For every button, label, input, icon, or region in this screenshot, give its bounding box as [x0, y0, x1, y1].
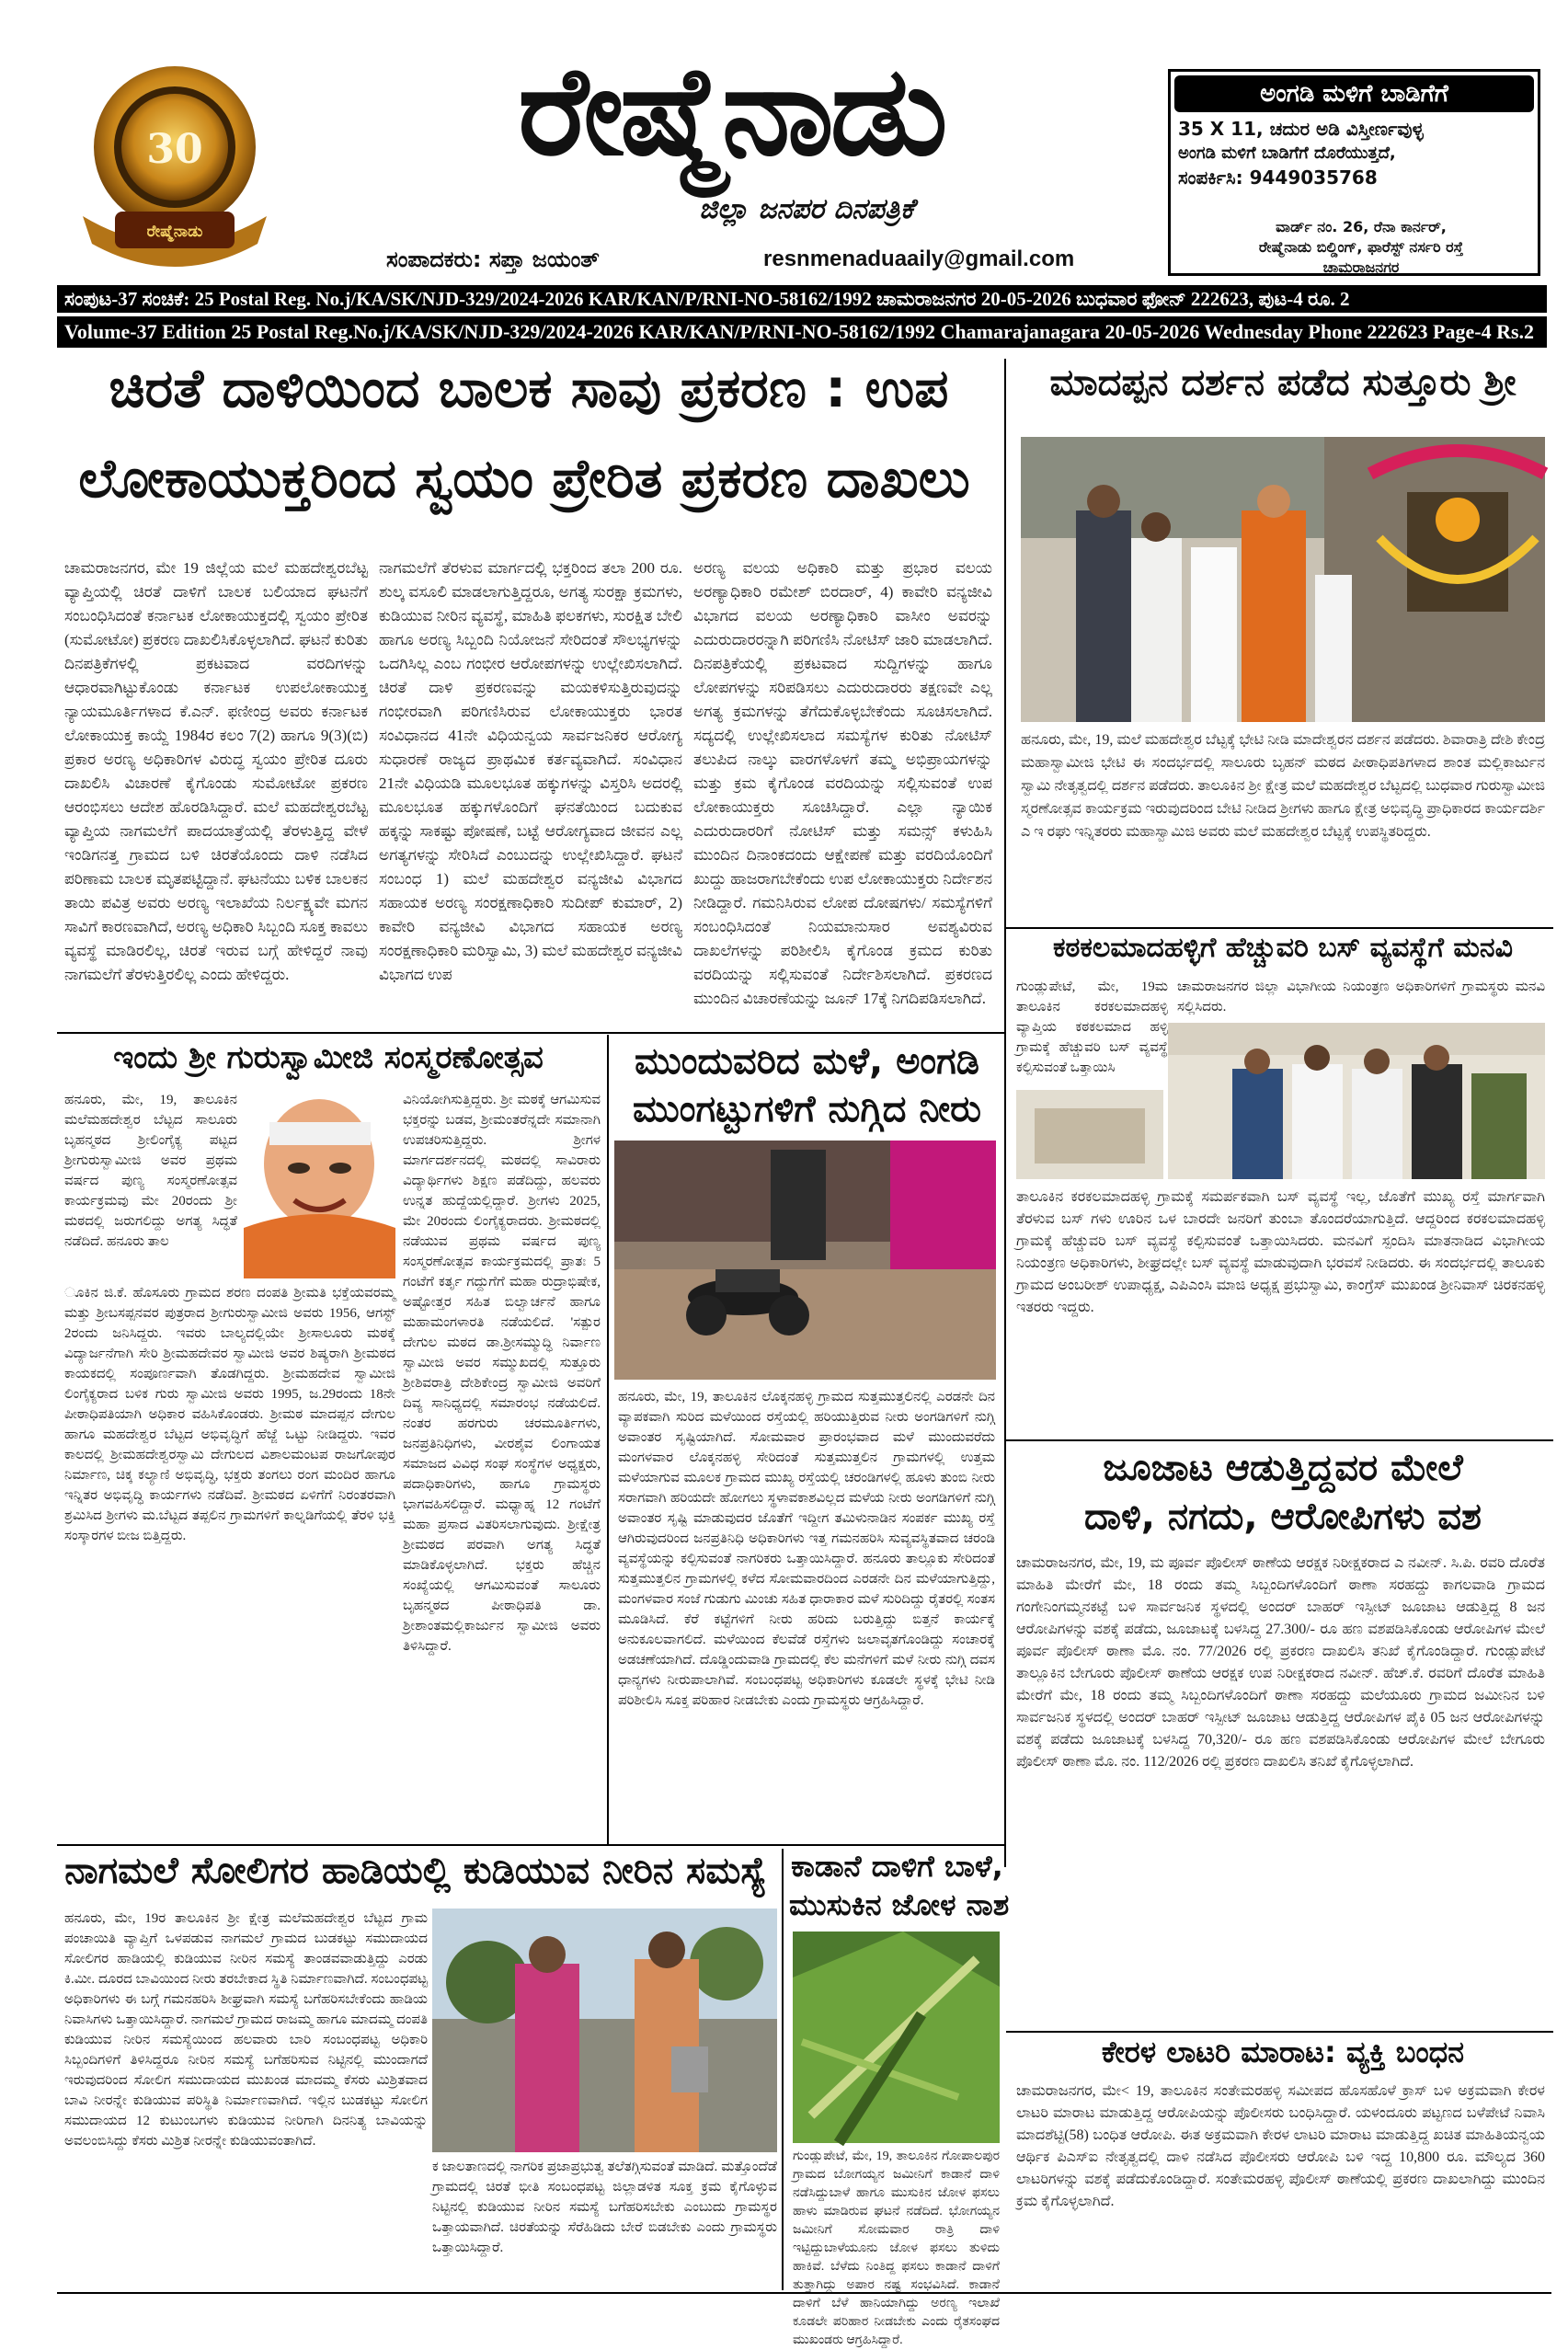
ad-title: ಅಂಗಡಿ ಮಳಿಗೆ ಬಾಡಿಗೆಗೆ	[1174, 75, 1534, 112]
divider	[1004, 359, 1006, 1867]
logo-text: ರೇಷ್ಮೆನಾಡು	[146, 223, 203, 241]
logo-years: 30	[146, 126, 203, 173]
bus-headline: ಕಠಕಲಮಾದಹಳ್ಳಿಗೆ ಹೆಚ್ಚುವರಿ ಬಸ್ ವ್ಯವಸ್ಥೆಗೆ ಮನವಿ	[1053, 932, 1513, 964]
lead-headline-line-1: ಚಿರತೆ ದಾಳಿಯಿಂದ ಬಾಲಕ ಸಾವು ಪ್ರಕರಣ : ಉಪ	[109, 357, 949, 419]
ad-line-2: ಅಂಗಡಿ ಮಳಿಗೆ ಬಾಡಿಗೆಗೆ ದೊರೆಯುತ್ತದೆ,	[1178, 143, 1396, 163]
guruswamiji-photo	[244, 1090, 395, 1278]
bottom-rule	[57, 2292, 1551, 2294]
issue-strip-english: Volume-37 Edition 25 Postal Reg.No.j/KA/SK/NJD-329/2024-2026 KAR/KAN/P/RNI-NO-58162/1992 Chamarajanagara 20-05-2026 Wednesday Phone 222623 Page-4 Rs.2	[57, 316, 1547, 348]
water-column-left: ಹನೂರು, ಮೇ, 19ರ ತಾಲೂಕಿನ ಶ್ರೀ ಕ್ಷೇತ್ರ ಮಲೆಮಹದೇಶ್ವರ ಬೆಟ್ಟದ ಗ್ರಾಮ ಪಂಚಾಯಿತಿ ವ್ಯಾಪ್ತಿಗೆ ಒಳಪಡುವ ನಾಗಮಲೆ ಗ್ರಾಮದ ಬುಡಕಟ್ಟು ಸಮುದಾಯದ ಸೋಲಿಗರ ಹಾಡಿಯಲ್ಲಿ ಕುಡಿಯುವ ನೀರಿನ ಸಮಸ್ಯೆ ತಾಂಡವವಾಡುತ್ತಿದ್ದು ಎರಡು ಕಿ.ಮೀ. ದೂರದ ಬಾವಿಯಿಂದ ನೀರು ತರಬೇಕಾದ ಸ್ಥಿತಿ ನಿರ್ಮಾಣವಾಗಿದೆ. ಸಂಬಂಧಪಟ್ಟ ಅಧಿಕಾರಿಗಳು ಈ ಬಗ್ಗೆ ಗಮನಹರಿಸಿ ಶೀಘ್ರವಾಗಿ ಸಮಸ್ಯೆ ಬಗೆಹರಿಸಬೇಕೆಂದು ಹಾಡಿಯ ನಿವಾಸಿಗಳು ಒತ್ತಾಯಿಸಿದ್ದಾರೆ. ನಾಗಮಲೆ ಗ್ರಾಮದ ರಾಜಮ್ಮ ಹಾಗೂ ಮಾದಮ್ಮ ದಂಪತಿ ಕುಡಿಯುವ ನೀರಿನ ಸಮಸ್ಯೆಯಿಂದ ಹಲವಾರು ಬಾರಿ ಸಂಬಂಧಪಟ್ಟ ಅಧಿಕಾರಿ ಸಿಬ್ಬಂದಿಗಳಿಗೆ ತಿಳಿಸಿದ್ದರೂ ನೀರಿನ ಸಮಸ್ಯೆ ಬಗೆಹರಿಸುವ ನಿಟ್ಟಿನಲ್ಲಿ ಮುಂದಾಗದೆ ಇರುವುದರಿಂದ ಸೋಲಿಗ ಸಮುದಾಯದ ಮುಖಂಡ ಮಾದಮ್ಮ ಕೆಸರು ಮಿಶ್ರಿತವಾದ ಬಾವಿ ನೀರನ್ನೇ ಕುಡಿಯುವ ಪರಿಸ್ಥಿತಿ ನಿರ್ಮಾಣವಾಗಿದೆ. ಇಲ್ಲಿನ ಬುಡಕಟ್ಟು ಸೋಲಿಗ ಸಮುದಾಯದ 12 ಕುಟುಂಬಗಳು ಕುಡಿಯುವ ನೀರಿಗಾಗಿ ದಿನನಿತ್ಯ ಬಾವಿಯನ್ನು ಅವಲಂಬಿಸಿದ್ದು ಕೆಸರು ಮಿಶ್ರಿತ ನೀರನ್ನೇ ಕುಡಿಯುವಂತಾಗಿದೆ.	[64, 1911, 428, 2149]
guruswamiji-continued-text: ೂಕಿನ ಜಿ.ಕೆ. ಹೊಸೂರು ಗ್ರಾಮದ ಶರಣ ದಂಪತಿ ಶ್ರೀಮತಿ ಭಕ್ತೆಯವರಮ್ಮ ಮತ್ತು ಶ್ರೀಬಸಪ್ಪನವರ ಪುತ್ರರಾದ ಶ್ರೀಗುರುಸ್ವಾಮೀಜಿ ಅವರು 1956, ಆಗಸ್ಟ್ 2ರಂದು ಜನಿಸಿದ್ದರು. ಇವರು ಬಾಲ್ಯದಲ್ಲಿಯೇ ಶ್ರೀಸಾಲೂರು ಮಠಕ್ಕೆ ವಿದ್ಯಾರ್ಜನೆಗಾಗಿ ಸೇರಿ ಶ್ರೀಮಹದೇವರ ಸ್ವಾಮೀಜಿ ಅವರ ಶಿಷ್ಯರಾಗಿ ಶ್ರೀಮಠದ ಕಾಯಕದಲ್ಲಿ ಸಂಪೂರ್ಣವಾಗಿ ತೊಡಗಿದ್ದರು. ಶ್ರೀಮಹದೇವ ಸ್ವಾಮೀಜಿ ಲಿಂಗೈಕ್ಯರಾದ ಬಳಿಕ ಗುರು ಸ್ವಾಮೀಜಿ ಅವರು 1995, ಜ.29ರಂದು 18ನೇ ಪೀಠಾಧಿಪತಿಯಾಗಿ ಅಧಿಕಾರ ವಹಿಸಿಕೊಂಡರು. ಶ್ರೀಮಠ ಮಾದಪ್ಪನ ದೇಗುಲ ಹಾಗೂ ಮಹದೇಶ್ವರ ಬೆಟ್ಟದ ಅಭಿವೃದ್ಧಿಗೆ ಹೆಜ್ಜೆ ಒಟ್ಟು ನೀಡಿದ್ದರು. ಇವರ ಕಾಲದಲ್ಲಿ ಶ್ರೀಮಹದೇಶ್ವರಸ್ವಾಮಿ ದೇಗುಲದ ವಿಶಾಲಮಂಟಪ ರಾಜಗೋಪುರ ನಿರ್ಮಾಣ, ಚಿಕ್ಕ ಕಲ್ಯಾಣಿ ಅಭಿವೃದ್ಧಿ, ಭಕ್ತರು ತಂಗಲು ರಂಗ ಮಂದಿರ ಹಾಗೂ ಇನ್ನಿತರ ಅಭಿವೃದ್ಧಿ ಕಾರ್ಯಗಳು ನಡೆದಿವೆ. ಶ್ರೀಮಠದ ಏಳಿಗೆಗೆ ನಿರಂತರವಾಗಿ ಶ್ರಮಿಸಿದ ಶ್ರೀಗಳು ಮ.ಬೆಟ್ಟದ ತಪ್ಪಲಿನ ಗ್ರಾಮಗಳಿಗೆ ಕಾಲ್ನಡಿಗೆಯಲ್ಲಿ ತೆರಳಿ ಭಕ್ತಿ ಸಂಸ್ಕಾರಗಳ ಬೀಜ ಬಿತ್ತಿದ್ದರು.	[64, 1286, 395, 1543]
anniversary-logo	[64, 60, 285, 281]
ad-address	[1186, 217, 1536, 278]
guruswamiji-column-left: ಹನೂರು, ಮೇ, 19, ತಾಲೂಕಿನ ಮಲೆಮಹದೇಶ್ವರ ಬೆಟ್ಟದ ಸಾಲೂರು ಬೃಹನ್ಮಠದ ಶ್ರೀಲಿಂಗೈಕ್ಯ ಪಟ್ಟದ ಶ್ರೀಗುರುಸ್ವಾಮೀಜಿ ಅವರ ಪ್ರಥಮ ವರ್ಷದ ಪುಣ್ಯ ಸಂಸ್ಮರಣೋತ್ಸವ ಕಾರ್ಯಕ್ರಮವು ಮೇ 20ರಂದು ಶ್ರೀ ಮಠದಲ್ಲಿ ಜರುಗಲಿದ್ದು ಅಗತ್ಯ ಸಿದ್ಧತೆ ನಡೆದಿದೆ. ಹನೂರು ತಾಲ	[64, 1093, 237, 1249]
bus-body-right: ಚಾಮರಾಜನಗರ ಜಿಲ್ಲಾ ವಿಭಾಗೀಯ ನಿಯಂತ್ರಣ ಅಧಿಕಾರಿಗಳಿಗೆ ಗ್ರಾಮಸ್ಥರು ಮನವಿ ಸಲ್ಲಿಸಿದರು.	[1177, 980, 1545, 1015]
ad-address-2: ರೇಷ್ಮೆನಾಡು ಬಿಲ್ಡಿಂಗ್, ಫಾರೆಸ್ಟ್ ನರ್ಸರಿ ರಸ್ತೆ	[1258, 238, 1464, 256]
masthead-title: ರೇಷ್ಮೆನಾಡು	[518, 38, 944, 183]
divider	[1006, 927, 1553, 929]
guruswamiji-column-left-cont	[64, 1283, 395, 1835]
divider	[57, 1032, 1004, 1034]
lead-headline-line-2: ಲೋಕಾಯುಕ್ತರಿಂದ ಸ್ವಯಂ ಪ್ರೇರಿತ ಪ್ರಕರಣ ದಾಖಲು	[78, 447, 970, 510]
ad-address-1: ವಾರ್ಡ್ ನಂ. 26, ರೆನಾ ಕಾರ್ನರ್,	[1276, 218, 1447, 235]
elephant-headline-line-2: ಮುಸುಕಿನ ಜೋಳ ನಾಶ	[789, 1887, 1010, 1922]
ad-line-3: ಸಂಪರ್ಕಿಸಿ: 9449035768	[1178, 166, 1378, 189]
lottery-headline: ಕೇರಳ ಲಾಟರಿ ಮಾರಾಟ: ವ್ಯಕ್ತಿ ಬಂಧನ	[1101, 2035, 1465, 2069]
rain-body: ಹನೂರು, ಮೇ, 19, ತಾಲೂಕಿನ ಲೊಕ್ಕನಹಳ್ಳಿ ಗ್ರಾಮದ ಸುತ್ತಮುತ್ತಲಿನಲ್ಲಿ ಎರಡನೇ ದಿನ ವ್ಯಾಪಕವಾಗಿ ಸುರಿದ ಮಳೆಯಿಂದ ರಸ್ತೆಯಲ್ಲಿ ಹರಿಯುತ್ತಿರುವ ನೀರು ಅಂಗಡಿಗಳಿಗೆ ನುಗ್ಗಿ ಅವಾಂತರ ಸೃಷ್ಟಿಯಾಗಿದೆ. ಸೋಮವಾರ ಪ್ರಾರಂಭವಾದ ಮಳೆ ಮುಂದುವರೆದು ಮಂಗಳವಾರ ಲೊಕ್ಕನಹಳ್ಳಿ ಸೇರಿದಂತೆ ಸುತ್ತಮುತ್ತಲಿನ ಗ್ರಾಮಗಳಲ್ಲಿ ಉತ್ತಮ ಮಳೆಯಾಗುವ ಮೂಲಕ ಗ್ರಾಮದ ಮುಖ್ಯ ರಸ್ತೆಯಲ್ಲಿ ಚರಂಡಿಗಳಲ್ಲಿ ಹೂಳು ತುಂಬಿ ನೀರು ಸರಾಗವಾಗಿ ಹರಿಯದೇ ಹೋಗಲು ಸ್ಥಳಾವಕಾಶವಿಲ್ಲದ ಮಳೆಯ ನೀರು ಅಂಗಡಿಗಳಿಗೆ ನುಗ್ಗಿ ಅವಾಂತರ ಸೃಷ್ಟಿ ಮಾಡುವುದರ ಜೊತೆಗೆ ಇದ್ದೀಗ ತಮಿಳುನಾಡಿನ ಸಂಪರ್ಕ ಮುಖ್ಯ ರಸ್ತೆ ಆಗಿರುವುದರಿಂದ ಜನಪ್ರತಿನಿಧಿ ಅಧಿಕಾರಿಗಳು ಇತ್ತ ಗಮನಹರಿಸಿ ಸುವ್ಯವಸ್ಥಿತವಾದ ಚರಂಡಿ ವ್ಯವಸ್ಥೆಯನ್ನು ಕಲ್ಪಿಸುವಂತೆ ನಾಗರಿಕರು ಒತ್ತಾಯಿಸಿದ್ದಾರೆ. ಹನೂರು ತಾಲ್ಲೂಕು ಸೇರಿದಂತೆ ಸುತ್ತಮುತ್ತಲಿನ ಗ್ರಾಮಗಳಲ್ಲಿ ಕಳೆದ ಸೋಮವಾರದಿಂದ ಎರಡನೇ ದಿನ ಮಳೆಯಾಗುತ್ತಿದ್ದು, ಮಂಗಳವಾರ ಸಂಜೆ ಗುಡುಗು ಮಿಂಚು ಸಹಿತ ಧಾರಾಕಾರ ಮಳೆ ಸುರಿದಿದ್ದು ರೈತರಲ್ಲಿ ಸಂತಸ ಮೂಡಿಸಿದೆ. ಕೆರೆ ಕಟ್ಟೆಗಳಿಗೆ ನೀರು ಹರಿದು ಬರುತ್ತಿದ್ದು ಬಿತ್ತನೆ ಕಾರ್ಯಕ್ಕೆ ಅನುಕೂಲವಾಗಲಿದೆ. ಮಳೆಯಿಂದ ಕೆಲವೆಡೆ ರಸ್ತೆಗಳು ಜಲಾವೃತಗೊಂಡಿದ್ದು ಸಂಚಾರಕ್ಕೆ ಅಡಚಣೆಯಾಗಿದೆ. ದೊಡ್ಡಿಂದುವಾಡಿ ಗ್ರಾಮದಲ್ಲಿ ಕೆಲ ಮನೆಗಳಿಗೆ ಮಳೆ ನೀರು ನುಗ್ಗಿ ದವಸ ಧಾನ್ಯಗಳು ನೀರುಪಾಲಾಗಿವೆ. ಸಂಬಂಧಪಟ್ಟ ಅಧಿಕಾರಿಗಳು ಕೂಡಲೇ ಸ್ಥಳಕ್ಕೆ ಭೇಟಿ ನೀಡಿ ಪರಿಶೀಲಿಸಿ ಸೂಕ್ತ ಪರಿಹಾರ ನೀಡಬೇಕು ಎಂದು ಗ್ರಾಮಸ್ಥರು ಆಗ್ರಹಿಸಿದ್ದಾರೆ.	[618, 1390, 995, 1708]
sutturu-photo	[1021, 437, 1545, 722]
divider	[57, 1844, 1004, 1846]
lottery-body: ಚಾಮರಾಜನಗರ, ಮೇ< 19, ತಾಲೂಕಿನ ಸಂತೇಮರಹಳ್ಳಿ ಸಮೀಪದ ಹೊಸಹೊಳೆ ಕ್ರಾಸ್ ಬಳಿ ಅಕ್ರಮವಾಗಿ ಕೇರಳ ಲಾಟರಿ ಮಾರಾಟ ಮಾಡುತ್ತಿದ್ದ ಆರೋಪಿಯನ್ನು ಪೊಲೀಸರು ಬಂಧಿಸಿದ್ದಾರೆ. ಯಳಂದೂರು ಪಟ್ಟಣದ ಬಳೆಪೇಟೆ ನಿವಾಸಿ ಮಾದಶೆಟ್ಟಿ(58) ಬಂಧಿತ ಆರೋಪಿ. ಈತ ಅಕ್ರಮವಾಗಿ ಕೇರಳ ಲಾಟರಿ ಮಾರಾಟ ಮಾಡುತ್ತಿದ್ದ ಖಚಿತ ಮಾಹಿತಿಯನ್ವಯ ಆರ್ಥಿಕ ಪಿಎಸ್‌ಐ ನೇತೃತ್ವದಲ್ಲಿ ದಾಳಿ ನಡೆಸಿದ ಪೊಲೀಸರು ಆರೋಪಿ ಬಳಿ ಇದ್ದ 10,800 ರೂ. ಮೌಲ್ಯದ 360 ಲಾಟರಿಗಳನ್ನು ವಶಕ್ಕೆ ಪಡೆದುಕೊಂಡಿದ್ದಾರೆ. ಸಂತೇಮರಹಳ್ಳಿ ಪೊಲೀಸ್ ಠಾಣೆಯಲ್ಲಿ ಪ್ರಕರಣ ದಾಖಲಾಗಿದ್ದು ಮುಂದಿನ ಕ್ರಮ ಕೈಗೊಳ್ಳಲಾಗಿದೆ.	[1016, 2083, 1545, 2209]
divider	[782, 1849, 784, 2290]
lead-column-2: ನಾಗಮಲೆಗೆ ತೆರಳುವ ಮಾರ್ಗದಲ್ಲಿ ಭಕ್ತರಿಂದ ತಲಾ 200 ರೂ. ಶುಲ್ಕ ವಸೂಲಿ ಮಾಡಲಾಗುತ್ತಿದ್ದರೂ, ಅಗತ್ಯ ಸುರಕ್ಷಾ ಕ್ರಮಗಳು, ಕುಡಿಯುವ ನೀರಿನ ವ್ಯವಸ್ಥೆ, ಮಾಹಿತಿ ಫಲಕಗಳು, ಸುರಕ್ಷಿತ ಬೇಲಿ ಹಾಗೂ ಅರಣ್ಯ ಸಿಬ್ಬಂದಿ ನಿಯೋಜನೆ ಸೇರಿದಂತೆ ಸೌಲಭ್ಯಗಳನ್ನು ಒದಗಿಸಿಲ್ಲ ಎಂಬ ಗಂಭೀರ ಆರೋಪಗಳನ್ನು ಉಲ್ಲೇಖಿಸಲಾಗಿದೆ. ಚಿರತೆ ದಾಳಿ ಪ್ರಕರಣವನ್ನು ಮಯಕಳಿಸುತ್ತಿರುವುದನ್ನು ಗಂಭೀರವಾಗಿ ಪರಿಗಣಿಸಿರುವ ಲೋಕಾಯುಕ್ತರು ಭಾರತ ಸಂವಿಧಾನದ 41ನೇ ವಿಧಿಯನ್ವಯ ಸಾರ್ವಜನಿಕರ ಆರೋಗ್ಯ ಸುಧಾರಣೆ ರಾಜ್ಯದ ಪ್ರಾಥಮಿಕ ಕರ್ತವ್ಯವಾಗಿದೆ. ಸಂವಿಧಾನ 21ನೇ ವಿಧಿಯಡಿ ಮೂಲಭೂತ ಹಕ್ಕುಗಳನ್ನು ವಿಸ್ತರಿಸಿ ಅದರಲ್ಲಿ ಮೂಲಭೂತ ಹಕ್ಕುಗಳೊಂದಿಗೆ ಘನತೆಯಿಂದ ಬದುಕುವ ಹಕ್ಕನ್ನು ಸಾಕಷ್ಟು ಪೋಷಣೆ, ಬಟ್ಟೆ ಆರೋಗ್ಯವಾದ ಜೀವನ ಎಲ್ಲ ಅಗತ್ಯಗಳನ್ನು ಸೇರಿಸಿದೆ ಎಂಬುದನ್ನು ಉಲ್ಲೇಖಿಸಿದ್ದಾರೆ. ಘಟನೆ ಸಂಬಂಧ 1) ಮಲೆ ಮಹದೇಶ್ವರ ವನ್ಯಜೀವಿ ವಿಭಾಗದ ಸಹಾಯಕ ಅರಣ್ಯ ಸಂರಕ್ಷಣಾಧಿಕಾರಿ ಸುದೀಪ್ ಕುಮಾರ್, 2) ಕಾವೇರಿ ವನ್ಯಜೀವಿ ವಿಭಾಗದ ಸಹಾಯಕ ಅರಣ್ಯ ಸಂರಕ್ಷಣಾಧಿಕಾರಿ ಮರಿಸ್ವಾಮಿ, 3) ಮಲೆ ಮಹದೇಶ್ವರ ವನ್ಯಜೀವಿ ವಿಭಾಗದ ಉಪ	[379, 559, 682, 983]
sutturu-body: ಹನೂರು, ಮೇ, 19, ಮಲೆ ಮಹದೇಶ್ವರ ಬೆಟ್ಟಕ್ಕೆ ಭೇಟಿ ನೀಡಿ ಮಾದೇಶ್ವರನ ದರ್ಶನ ಪಡೆದರು. ಶಿವಾರಾತ್ರಿ ದೇಶಿ ಕೇಂದ್ರ ಮಹಾಸ್ವಾಮೀಜಿ ಭೇಟಿ ಈ ಸಂದರ್ಭದಲ್ಲಿ ಸಾಲೂರು ಬೃಹನ್ ಮಠದ ಪೀಠಾಧಿಪತಿಗಳಾದ ಶಾಂತ ಮಲ್ಲಿಕಾರ್ಜುನ ಸ್ವಾಮಿ ನೇತೃತ್ವದಲ್ಲಿ ದರ್ಶನ ಪಡೆದರು. ತಾಲೂಕಿನ ಶ್ರೀ ಕ್ಷೇತ್ರ ಮಲೆ ಮಹದೇಶ್ವರ ಬೆಟ್ಟದಲ್ಲಿ ಬುಧವಾರ ಗುರುಸ್ವಾಮೀಜಿ ಸ್ಮರಣೋತ್ಸವ ಕಾರ್ಯಕ್ರಮ ಇರುವುದರಿಂದ ಬೇಟಿ ನೀಡಿದ ಶ್ರೀಗಳು ಹಾಗೂ ಕ್ಷೇತ್ರ ಅಭಿವೃದ್ಧಿ ಪ್ರಾಧಿಕಾರದ ಕಾರ್ಯದರ್ಶಿ ಎ ಇ ರಘು ಇನ್ನಿತರರು ಮಹಾಸ್ವಾಮಿಜಿ ಅವರು ಮಲೆ ಮಹದೇಶ್ವರ ಬೆಟ್ಟಕ್ಕೆ ಉಪಸ್ಥಿತರಿದ್ದರು.	[1021, 732, 1545, 840]
editor-line: ಸಂಪಾದಕರು: ಸಪ್ತಾ ಜಯಂತ್	[386, 246, 600, 272]
divider	[607, 1035, 609, 1844]
water-column-right: ಕ ಜಾಲತಾಣದಲ್ಲಿ ನಾಗರಿಕ ಪ್ರಜಾಪ್ರಭುತ್ವ ತಲೆತಗ್ಗಿಸುವಂತೆ ಮಾಡಿದೆ. ಮತ್ತೊಂದೆಡೆ ಗ್ರಾಮದಲ್ಲಿ ಚಿರತೆ ಭೀತಿ ಸಂಬಂಧಪಟ್ಟ ಜಿಲ್ಲಾಡಳಿತ ಸೂಕ್ತ ಕ್ರಮ ಕೈಗೊಳ್ಳುವ ನಿಟ್ಟಿನಲ್ಲಿ ಕುಡಿಯುವ ನೀರಿನ ಸಮಸ್ಯೆ ಬಗೆಹರಿಸಬೇಕು ಎಂಬುದು ಗ್ರಾಮಸ್ಥರ ಒತ್ತಾಯವಾಗಿದೆ. ಚಿರತೆಯನ್ನು ಸೆರೆಹಿಡಿದು ಬೇರೆ ಬಿಡಬೇಕು ಎಂದು ಗ್ರಾಮಸ್ಥರು ಒತ್ತಾಯಿಸಿದ್ದಾರೆ.	[432, 2160, 777, 2255]
lead-column-3: ಅರಣ್ಯ ವಲಯ ಅಧಿಕಾರಿ ಮತ್ತು ಪ್ರಭಾರ ವಲಯ ಅರಣ್ಯಾಧಿಕಾರಿ ರಮೇಶ್ ಬಿರದಾರ್, 4) ಕಾವೇರಿ ವನ್ಯಜೀವಿ ವಿಭಾಗದ ವಲಯ ಅರಣ್ಯಾಧಿಕಾರಿ ವಾಸೀಂ ಅವರನ್ನು ಎದುರುದಾರರನ್ನಾಗಿ ಪರಿಗಣಿಸಿ ನೋಟಿಸ್ ಜಾರಿ ಮಾಡಲಾಗಿದೆ. ದಿನಪತ್ರಿಕೆಯಲ್ಲಿ ಪ್ರಕಟವಾದ ಸುದ್ದಿಗಳನ್ನು ಹಾಗೂ ಲೋಪಗಳನ್ನು ಸರಿಪಡಿಸಲು ಎದುರುದಾರರು ತಕ್ಷಣವೇ ಎಲ್ಲ ಅಗತ್ಯ ಕ್ರಮಗಳನ್ನು ತೆಗೆದುಕೊಳ್ಳಬೇಕೆಂದು ಸೂಚಿಸಲಾಗಿದೆ. ಸದ್ಯದಲ್ಲಿ ಉಲ್ಲೇಖಿಸಲಾದ ಸಮಸ್ಯೆಗಳ ಕುರಿತು ನೋಟಿಸ್ ತಲುಪಿದ ನಾಲ್ಕು ವಾರಗಳೊಳಗೆ ತಮ್ಮ ಅಭಿಪ್ರಾಯಗಳನ್ನು ಮತ್ತು ಕ್ರಮ ಕೈಗೊಂಡ ವರದಿಯನ್ನು ಸಲ್ಲಿಸುವಂತೆ ಉಪ ಲೋಕಾಯುಕ್ತರು ಸೂಚಿಸಿದ್ದಾರೆ. ಎಲ್ಲಾ ನ್ಯಾಯಿಕ ಎದುರುದಾರರಿಗೆ ನೋಟಿಸ್ ಮತ್ತು ಸಮನ್ಸ್ ಕಳುಹಿಸಿ ಮುಂದಿನ ದಿನಾಂಕದಂದು ಆಕ್ಷೇಪಣೆ ಮತ್ತು ವರದಿಯೊಂದಿಗೆ ಖುದ್ದು ಹಾಜರಾಗಬೇಕೆಂದು ಉಪ ಲೋಕಾಯುಕ್ತರು ನಿರ್ದೇಶನ ನೀಡಿದ್ದಾರೆ. ಗಮನಿಸಿರುವ ಲೋಪ ದೋಷಗಳು/ ಸಮಸ್ಯೆಗಳಿಗೆ ಸಂಬಂಧಿಸಿದಂತೆ ನಿಯಮಾನುಸಾರ ಅವಶ್ಯವಿರುವ ದಾಖಲೆಗಳನ್ನು ಪರಿಶೀಲಿಸಿ ಕೈಗೊಂಡ ಕ್ರಮದ ಕುರಿತು ವರದಿಯನ್ನು ಸಲ್ಲಿಸುವಂತೆ ನಿರ್ದೇಶಿಸಲಾಗಿದೆ. ಪ್ರಕರಣದ ಮುಂದಿನ ವಿಚಾರಣೆಯನ್ನು ಜೂನ್ 17ಕ್ಕೆ ನಿಗದಿಪಡಿಸಲಾಗಿದೆ.	[693, 559, 992, 1007]
guruswamiji-headline: ಇಂದು ಶ್ರೀ ಗುರುಸ್ವಾಮೀಜಿ ಸಂಸ್ಮರಣೋತ್ಸವ	[113, 1039, 544, 1076]
gambling-body: ಚಾಮರಾಜನಗರ, ಮೇ, 19, ಮ ಪೂರ್ವ ಪೊಲೀಸ್ ಠಾಣೆಯ ಆರಕ್ಷಕ ನಿರೀಕ್ಷಕರಾದ ಎ ನವೀನ್. ಸಿ.ಪಿ. ರವರಿ ದೊರೆತ ಮಾಹಿತಿ ಮೇರೆಗೆ ಮೇ, 18 ರಂದು ತಮ್ಮ ಸಿಬ್ಬಂದಿಗಳೊಂದಿಗೆ ಠಾಣಾ ಸರಹದ್ದು ಕಾಗಲವಾಡಿ ಗ್ರಾಮದ ಗಂಗೇನಿಂಗಮ್ಮನಕಟ್ಟೆ ಬಳಿ ಸಾರ್ವಜನಿಕ ಸ್ಥಳದಲ್ಲಿ ಅಂದರ್ ಬಾಹರ್ ಇಸ್ಪೀಟ್ ಜೂಜಾಟ ಆಡುತ್ತಿದ್ದ 8 ಜನ ಆರೋಪಿಗಳನ್ನು ವಶಕ್ಕೆ ಪಡೆದು, ಜೂಜಾಟಕ್ಕೆ ಬಳಸಿದ್ದ 27.300/- ರೂ ಹಣ ವಶಪಡಿಸಿಕೊಂಡು ಆರೋಪಿಗಳ ಮೇಲೆ ಪೂರ್ವ ಪೊಲೀಸ್ ಠಾಣಾ ಮೊ. ನಂ. 77/2026 ರಲ್ಲಿ ಪ್ರಕರಣ ದಾಖಲಿಸಿ ತನಿಖೆ ಕೈಗೊಂಡಿದ್ದಾರೆ. ಗುಂಡ್ಲುಪೇಟೆ ತಾಲ್ಲೂಕಿನ ಬೇಗೂರು ಪೊಲೀಸ್ ಠಾಣೆಯ ಆರಕ್ಷಕ ಉಪ ನಿರೀಕ್ಷಕರಾದ ನವೀನ್. ಹೆಚ್.ಕೆ. ರವರಿಗೆ ದೊರೆತ ಮಾಹಿತಿ ಮೇರೆಗೆ ಮೇ, 18 ರಂದು ತಮ್ಮ ಸಿಬ್ಬಂದಿಗಳೊಂದಿಗೆ ಠಾಣಾ ಸರಹದ್ದು ಮಲೆಯೂರು ಗ್ರಾಮದ ಜಮೀನಿನ ಬಳಿ ಸಾರ್ವಜನಿಕ ಸ್ಥಳದಲ್ಲಿ ಅಂದರ್ ಬಾಹರ್ ಇಸ್ಪೀಟ್ ಜೂಜಾಟ ಆಡುತ್ತಿದ್ದ ಆರೋಪಿಗಳ ಪೈಕಿ 05 ಜನ ಆರೋಪಿಗಳನ್ನು ವಶಕ್ಕೆ ಪಡೆದು ಜೂಜಾಟಕ್ಕೆ ಬಳಸಿದ್ದ 70,320/- ರೂ ಹಣ ವಶಪಡಿಸಿಕೊಂಡು ಆರೋಪಿಗಳ ಮೇಲೆ ಬೇಗೂರು ಪೊಲೀಸ್ ಠಾಣಾ ಮೊ. ನಂ. 112/2026 ರಲ್ಲಿ ಪ್ರಕರಣ ದಾಖಲಿಸಿ ತನಿಖೆ ಕೈಗೊಳ್ಳಲಾಗಿದೆ.	[1016, 1555, 1545, 1770]
ad-line-1: 35 X 11, ಚದುರ ಅಡಿ ವಿಸ್ತೀರ್ಣವುಳ್ಳ	[1178, 118, 1424, 140]
water-headline: ನಾಗಮಲೆ ಸೋಲಿಗರ ಹಾಡಿಯಲ್ಲಿ ಕುಡಿಯುವ ನೀರಿನ ಸಮಸ್ಯೆ	[64, 1850, 767, 1892]
guruswamiji-column-right: ವಿನಿಯೋಗಿಸುತ್ತಿದ್ದರು. ಶ್ರೀ ಮಠಕ್ಕೆ ಆಗಮಿಸುವ ಭಕ್ತರನ್ನು ಬಡವ, ಶ್ರೀಮಂತರೆನ್ನದೇ ಸಮಾನಾಗಿ ಉಪಚರಿಸುತ್ತಿದ್ದರು. ಶ್ರೀಗಳ ಮಾರ್ಗದರ್ಶನದಲ್ಲಿ ಮಠದಲ್ಲಿ ಸಾವಿರಾರು ವಿದ್ಯಾರ್ಥಿಗಳು ಶಿಕ್ಷಣ ಪಡೆದಿದ್ದು, ಹಲವರು ಉನ್ನತ ಹುದ್ದೆಯಲ್ಲಿದ್ದಾರೆ. ಶ್ರೀಗಳು 2025, ಮೇ 20ರಂದು ಲಿಂಗೈಕ್ಯರಾದರು. ಶ್ರೀಮಠದಲ್ಲಿ ನಡೆಯುವ ಪ್ರಥಮ ವರ್ಷದ ಪುಣ್ಯ ಸಂಸ್ಮರಣೋತ್ಸವ ಕಾರ್ಯಕ್ರಮದಲ್ಲಿ ಪ್ರಾತಃ 5 ಗಂಟೆಗೆ ಕರ್ತೃ ಗದ್ದುಗೆಗೆ ಮಹಾ ರುದ್ರಾಭಿಷೇಕ, ಅಷ್ಟೋತ್ತರ ಸಹಿತ ಬಿಲ್ವಾರ್ಚನೆ ಹಾಗೂ ಮಹಾಮಂಗಳಾರತಿ ನಡೆಯಲಿದೆ. 'ಸತ್ಪುರ ದೇಗುಲ ಮಠದ ಡಾ.ಶ್ರೀಸಮ್ಮುದ್ಧಿ ನಿರ್ವಾಣ ಸ್ವಾಮೀಜಿ ಅವರ ಸಮ್ಮುಖದಲ್ಲಿ ಸುತ್ತೂರು ಶ್ರೀಶಿವರಾತ್ರಿ ದೇಶಿಕೇಂದ್ರ ಸ್ವಾಮೀಜಿ ಅವರಿಗೆ ದಿವ್ಯ ಸಾನಿಧ್ಯದಲ್ಲಿ ಸಮಾರಂಭ ನಡೆಯಲಿದೆ. ನಂತರ ಹರಗುರು ಚರಮೂರ್ತಿಗಳು, ಜನಪ್ರತಿನಿಧಿಗಳು, ವೀರಶೈವ ಲಿಂಗಾಯತ ಸಮಾಜದ ವಿವಿಧ ಸಂಘ ಸಂಸ್ಥೆಗಳ ಅಧ್ಯಕ್ಷರು, ಪದಾಧಿಕಾರಿಗಳು, ಹಾಗೂ ಗ್ರಾಮಸ್ಥರು ಭಾಗವಹಿಸಲಿದ್ದಾರೆ. ಮಧ್ಯಾಹ್ನ 12 ಗಂಟೆಗೆ ಮಹಾ ಪ್ರಸಾದ ವಿತರಿಸಲಾಗುವುದು. ಶ್ರೀಕ್ಷೇತ್ರ ಶ್ರೀಮಠದ ಪರವಾಗಿ ಅಗತ್ಯ ಸಿದ್ಧತೆ ಮಾಡಿಕೊಳ್ಳಲಾಗಿದೆ. ಭಕ್ತರು ಹೆಚ್ಚಿನ ಸಂಖ್ಯೆಯಲ್ಲಿ ಆಗಮಿಸುವಂತೆ ಸಾಲೂರು ಬೃಹನ್ಮಠದ ಪೀಠಾಧಿಪತಿ ಡಾ. ಶ್ರೀಶಾಂತಮಲ್ಲಿಕಾರ್ಜುನ ಸ್ವಾಮೀಜಿ ಅವರು ತಿಳಿಸಿದ್ದಾರೆ.	[403, 1093, 601, 1654]
gambling-headline-line-1: ಜೂಜಾಟ ಆಡುತ್ತಿದ್ದವರ ಮೇಲೆ	[1103, 1447, 1463, 1489]
sutturu-headline: ಮಾದಪ್ಪನ ದರ್ಶನ ಪಡೆದ ಸುತ್ತೂರು ಶ್ರೀ	[1049, 361, 1516, 404]
issue-strip-kannada: ಸಂಪುಟ-37 ಸಂಚಿಕೆ: 25 Postal Reg. No.j/KA/SK/NJD-329/2024-2026 KAR/KAN/P/RNI-NO-58162/1992 ಚಾಮರಾಜನಗರ 20-05-2026 ಬುಧವಾರ ಫೋನ್ 222623, ಪುಟ-4 ರೂ. 2	[57, 285, 1547, 313]
rain-photo	[614, 1141, 996, 1380]
elephant-photo	[793, 1932, 1000, 2143]
bus-side-photo	[1016, 1090, 1163, 1179]
elephant-body: ಗುಂಡ್ಲುಪೇಟೆ, ಮೇ, 19, ತಾಲೂಕಿನ ಗೋಪಾಲಪುರ ಗ್ರಾಮದ ಬೋಗಯ್ಯನ ಜಮೀನಿಗೆ ಕಾಡಾನೆ ದಾಳಿ ನಡೆಸಿದ್ದುಬಾಳೆ ಹಾಗೂ ಮುಸುಕಿನ ಜೋಳ ಫಸಲು ಹಾಳು ಮಾಡಿರುವ ಘಟನೆ ನಡೆದಿದೆ. ಭೋಗಯ್ಯನ ಜಮೀನಿಗೆ ಸೋಮವಾರ ರಾತ್ರಿ ದಾಳಿ ಇಟ್ಟಿದ್ದುಬಾಳೆಯೂನು ಜೋಳ ಫಸಲು ತುಳಿದು ಹಾಕಿವೆ. ಬೆಳೆದು ನಿಂತಿದ್ದ ಫಸಲು ಕಾಡಾನೆ ದಾಳಿಗೆ ತುತ್ತಾಗಿದ್ದು ಅಪಾರ ನಷ್ಟ ಸಂಭವಿಸಿದೆ. ಕಾಡಾನೆ ದಾಳಿಗೆ ಬೆಳೆ ಹಾನಿಯಾಗಿದ್ದು ಅರಣ್ಯ ಇಲಾಖೆ ಕೂಡಲೇ ಪರಿಹಾರ ನೀಡಬೇಕು ಎಂದು ರೈತಸಂಘದ ಮುಖಂಡರು ಆಗ್ರಹಿಸಿದ್ದಾರೆ.	[793, 2149, 1000, 2347]
bus-body-bottom: ತಾಲೂಕಿನ ಕರಕಲಮಾದಹಳ್ಳಿ ಗ್ರಾಮಕ್ಕೆ ಸಮರ್ಪಕವಾಗಿ ಬಸ್ ವ್ಯವಸ್ಥೆ ಇಲ್ಲ, ಜೊತೆಗೆ ಮುಖ್ಯ ರಸ್ತೆ ಮಾರ್ಗವಾಗಿ ತೆರಳುವ ಬಸ್ ಗಳು ಊರಿನ ಒಳ ಬಾರದೇ ಜನರಿಗೆ ತುಂಬಾ ತೊಂದರೆಯಾಗುತ್ತಿದೆ. ಆದ್ದರಿಂದ ಕರಕಲಮಾದಹಳ್ಳಿ ಗ್ರಾಮಕ್ಕೆ ಹೆಚ್ಚುವರಿ ಬಸ್ ವ್ಯವಸ್ಥೆ ಕಲ್ಪಿಸುವಂತೆ ಒತ್ತಾಯಿಸಿದರು. ಮನವಿಗೆ ಸ್ಪಂದಿಸಿ ಮಾತನಾಡಿದ ವಿಭಾಗೀಯ ನಿಯಂತ್ರಣ ಅಧಿಕಾರಿಗಳು, ಶೀಘ್ರದಲ್ಲೇ ಬಸ್ ವ್ಯವಸ್ಥೆ ಮಾಡುವುದಾಗಿ ಭರವಸೆ ನೀಡಿದರು. ಈ ಸಂದರ್ಭದಲ್ಲಿ ತಾಲೂಕು ಗ್ರಾಮದ ಅಂಬರೀಶ್ ಉಪಾಧ್ಯಕ್ಷ, ಎಪಿಎಂಸಿ ಮಾಜಿ ಅಧ್ಯಕ್ಷ ಪ್ರಭುಸ್ವಾಮಿ, ಕಾಂಗ್ರೆಸ್ ಮುಖಂಡ ಶ್ರೀನಿವಾಸ್ ಚಿರಕನಹಳ್ಳಿ ಇತರರು ಇದ್ದರು.	[1016, 1189, 1545, 1315]
ad-address-3: ಚಾಮರಾಜನಗರ	[1322, 258, 1400, 276]
water-photo	[432, 1909, 777, 2152]
masthead-tagline: ಜಿಲ್ಲಾ ಜನಪರ ದಿನಪತ್ರಿಕೆ	[699, 193, 914, 225]
gambling-headline-line-2: ದಾಳಿ, ನಗದು, ಆರೋಪಿಗಳು ವಶ	[1084, 1496, 1482, 1538]
divider	[1006, 1439, 1553, 1441]
divider	[1006, 2031, 1553, 2033]
bus-body-left: ಗುಂಡ್ಲುಪೇಟೆ, ಮೇ, 19ಮ ತಾಲೂಕಿನ ಕರಕಲಮಾದಹಳ್ಳಿ ವ್ಯಾಪ್ತಿಯ ಕಠಕಲಮಾದ ಹಳ್ಳಿ ಗ್ರಾಮಕ್ಕೆ ಹೆಚ್ಚುವರಿ ಬಸ್ ವ್ಯವಸ್ಥೆ ಕಲ್ಪಿಸುವಂತೆ ಒತ್ತಾಯಿಸಿ	[1016, 980, 1168, 1075]
anniversary-logo-icon	[64, 60, 285, 281]
bus-photo	[1168, 1023, 1545, 1179]
email-line: resnmenaduaaily@gmail.com	[763, 246, 1075, 271]
rain-headline-line-1: ಮುಂದುವರಿದ ಮಳೆ, ಅಂಗಡಿ	[634, 1040, 979, 1083]
rain-headline-line-2: ಮುಂಗಟ್ಟುಗಳಿಗೆ ನುಗ್ಗಿದ ನೀರು	[633, 1088, 981, 1130]
elephant-headline-line-1: ಕಾಡಾನೆ ದಾಳಿಗೆ ಬಾಳೆ,	[791, 1849, 1003, 1884]
lead-column-1: ಚಾಮರಾಜನಗರ, ಮೇ 19 ಜಿಲ್ಲೆಯ ಮಲೆ ಮಹದೇಶ್ವರಬೆಟ್ಟ ವ್ಯಾಪ್ತಿಯಲ್ಲಿ ಚಿರತೆ ದಾಳಿಗೆ ಬಾಲಕ ಬಲಿಯಾದ ಘಟನೆಗೆ ಸಂಬಂಧಿಸಿದಂತೆ ಕರ್ನಾಟಕ ಲೋಕಾಯುಕ್ತದಲ್ಲಿ ಸ್ವಯಂ ಪ್ರೇರಿತ (ಸುಮೋಟೋ) ಪ್ರಕರಣ ದಾಖಲಿಸಿಕೊಳ್ಳಲಾಗಿದೆ. ಘಟನೆ ಕುರಿತು ದಿನಪತ್ರಿಕೆಗಳಲ್ಲಿ ಪ್ರಕಟವಾದ ವರದಿಗಳನ್ನು ಆಧಾರವಾಗಿಟ್ಟುಕೊಂಡು ಕರ್ನಾಟಕ ಉಪಲೋಕಾಯುಕ್ತ ನ್ಯಾಯಮೂರ್ತಿಗಳಾದ ಕೆ.ಎನ್. ಫಣೀಂದ್ರ ಅವರು ಕರ್ನಾಟಕ ಲೋಕಾಯುಕ್ತ ಕಾಯ್ದೆ 1984ರ ಕಲಂ 7(2) ಹಾಗೂ 9(3)(ಬಿ) ಪ್ರಕಾರ ಅರಣ್ಯ ಅಧಿಕಾರಿಗಳ ವಿರುದ್ಧ ಸ್ವಯಂ ಪ್ರೇರಿತ ದೂರು ದಾಖಲಿಸಿ ವಿಚಾರಣೆ ಕೈಗೊಂಡು ಸುಮೋಟೋ ಪ್ರಕರಣ ಆರಂಭಿಸಲು ಆದೇಶ ಹೊರಡಿಸಿದ್ದಾರೆ. ಮಲೆ ಮಹದೇಶ್ವರಬೆಟ್ಟ ವ್ಯಾಪ್ತಿಯ ನಾಗಮಲೆಗೆ ಪಾದಯಾತ್ರೆಯಲ್ಲಿ ತೆರಳುತ್ತಿದ್ದ ವೇಳೆ ಇಂಡಿಗನತ್ತ ಗ್ರಾಮದ ಬಳಿ ಚಿರತೆಯೊಂದು ದಾಳಿ ನಡೆಸಿದ ಪರಿಣಾಮ ಬಾಲಕ ಮೃತಪಟ್ಟಿದ್ದಾನೆ. ಘಟನೆಯು ಬಳಿಕ ಬಾಲಕನ ತಾಯಿ ಪವಿತ್ರ ಅವರು ಅರಣ್ಯ ಇಲಾಖೆಯ ನಿರ್ಲಕ್ಷ್ಯವೇ ಮಗನ ಸಾವಿಗೆ ಕಾರಣವಾಗಿದೆ, ಅರಣ್ಯ ಅಧಿಕಾರಿ ಸಿಬ್ಬಂದಿ ಸೂಕ್ತ ಕಾವಲು ವ್ಯವಸ್ಥೆ ಮಾಡಿರಲಿಲ್ಲ, ಚಿರತೆ ಇರುವ ಬಗ್ಗೆ ಹೇಳಿದ್ದರೆ ನಾವು ನಾಗಮಲೆಗೆ ತೆರಳುತ್ತಿರಲಿಲ್ಲ ಎಂದು ಹೇಳಿದ್ದರು.	[64, 559, 368, 983]
